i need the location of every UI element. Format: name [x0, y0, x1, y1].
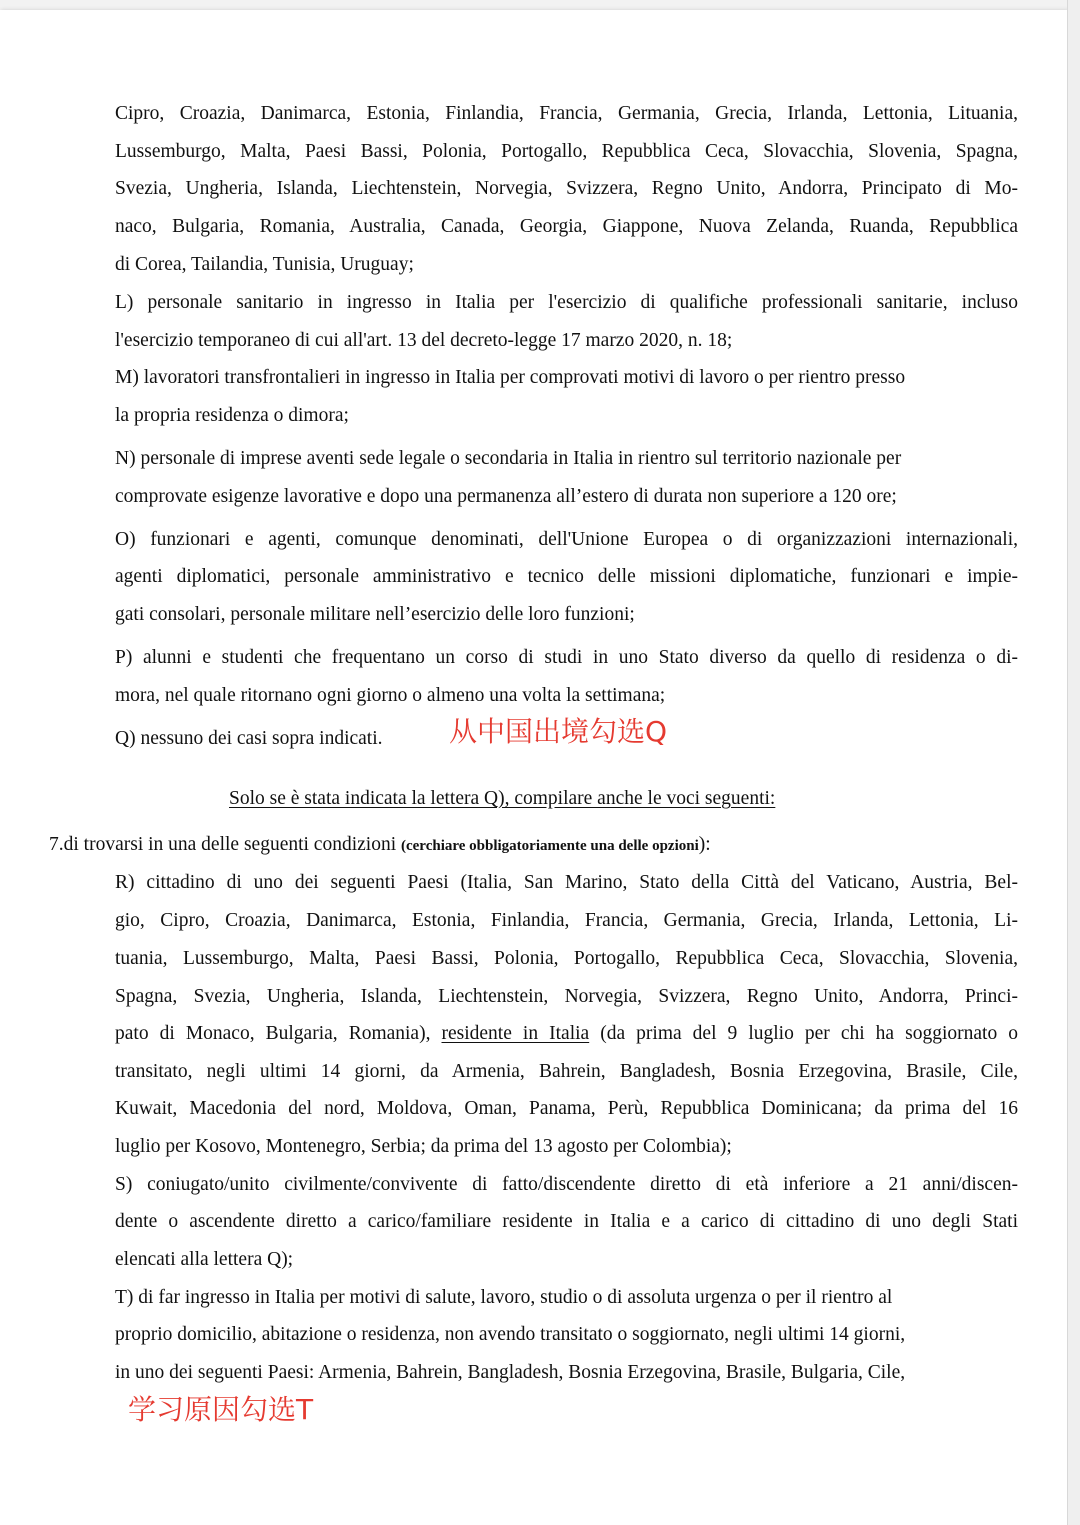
- text-line: l'esercizio temporaneo di cui all'art. 13 del decreto-legge 17 marzo 2020, n. 18;: [115, 330, 733, 351]
- option-l: L) personale sanitario in ingresso in Italia per l'esercizio di qualifiche professionali sanitarie, incluso: [115, 292, 1018, 313]
- page-edge: [1067, 0, 1080, 1525]
- text-line: elencati alla lettera Q);: [115, 1249, 294, 1270]
- option-p: P) alunni e studenti che frequentano un corso di studi in uno Stato diverso da quello di residenza o di-: [115, 647, 1018, 668]
- option-q: Q) nessuno dei casi sopra indicati.: [115, 728, 383, 749]
- option-t: T) di far ingresso in Italia per motivi di salute, lavoro, studio o di assoluta urgenza o per il rientro al: [115, 1287, 893, 1308]
- annotation-q-note: 从中国出境勾选Q: [449, 715, 668, 748]
- text-segment: pato di Monaco, Bulgaria, Romania),: [115, 1023, 442, 1044]
- text-line: tuania, Lussemburgo, Malta, Paesi Bassi, Polonia, Portogallo, Repubblica Ceca, Slovacchia, Slovenia,: [115, 948, 1018, 969]
- text-line: Svezia, Ungheria, Islanda, Liechtenstein, Norvegia, Svizzera, Regno Unito, Andorra, Principato di Mo-: [115, 178, 1018, 199]
- text-line: gati consolari, personale militare nell’esercizio delle loro funzioni;: [115, 604, 635, 625]
- option-m: M) lavoratori transfrontalieri in ingresso in Italia per comprovati motivi di lavoro o per rientro presso: [115, 367, 906, 388]
- option-s: S) coniugato/unito civilmente/convivente di fatto/discendente diretto di età inferiore a 21 anni/discen-: [115, 1174, 1018, 1195]
- text-line: Spagna, Svezia, Ungheria, Islanda, Liechtenstein, Norvegia, Svizzera, Regno Unito, Andorra, Princi-: [115, 986, 1018, 1007]
- residente-in-italia: residente in Italia: [441, 1023, 590, 1044]
- option-r: R) cittadino di uno dei seguenti Paesi (Italia, San Marino, Stato della Città del Vaticano, Austria, Bel-: [115, 872, 1018, 893]
- text-line: Cipro, Croazia, Danimarca, Estonia, Finlandia, Francia, Germania, Grecia, Irlanda, Lettonia, Lituania,: [115, 103, 1018, 124]
- item-7-prefix: 7.di trovarsi in una delle seguenti condizioni: [49, 834, 401, 855]
- option-n: N) personale di imprese aventi sede legale o secondaria in Italia in rientro sul territorio nazionale per: [115, 448, 902, 469]
- text-line: la propria residenza o dimora;: [115, 405, 349, 426]
- text-line: Kuwait, Macedonia del nord, Moldova, Oman, Panama, Perù, Repubblica Dominicana; da prima del 16: [115, 1098, 1018, 1119]
- text-line: naco, Bulgaria, Romania, Australia, Canada, Georgia, Giappone, Nuova Zelanda, Ruanda, Repubblica: [115, 216, 1018, 237]
- text-line: agenti diplomatici, personale amministrativo e tecnico delle missioni diplomatiche, funzionari e impie-: [115, 566, 1018, 587]
- item-7-instruction: (cerchiare obbligatoriamente una delle opzioni: [401, 838, 699, 854]
- text-line: Lussemburgo, Malta, Paesi Bassi, Polonia, Portogallo, Repubblica Ceca, Slovacchia, Slovenia, Spagna,: [115, 141, 1018, 162]
- text-line: comprovate esigenze lavorative e dopo una permanenza all’estero di durata non superiore a 120 ore;: [115, 486, 897, 507]
- text-line: mora, nel quale ritornano ogni giorno o almeno una volta la settimana;: [115, 685, 666, 706]
- text-line: di Corea, Tailandia, Tunisia, Uruguay;: [115, 254, 414, 275]
- text-line: in uno dei seguenti Paesi: Armenia, Bahrein, Bangladesh, Bosnia Erzegovina, Brasile, Bulgaria, Cile,: [115, 1362, 906, 1383]
- text-line: transitato, negli ultimi 14 giorni, da Armenia, Bahrein, Bangladesh, Bosnia Erzegovina, Brasile, Cile,: [115, 1061, 1018, 1082]
- document-page: [0, 10, 1068, 1525]
- item-7-suffix: ):: [698, 834, 711, 855]
- text-line: [115, 1022, 1018, 1046]
- text-line: luglio per Kosovo, Montenegro, Serbia; da prima del 13 agosto per Colombia);: [115, 1136, 732, 1157]
- text-line: gio, Cipro, Croazia, Danimarca, Estonia, Finlandia, Francia, Germania, Grecia, Irlanda, Lettonia, Li-: [115, 910, 1018, 931]
- text-line: dente o ascendente diretto a carico/familiare residente in Italia e a carico di cittadino di uno degli Stati: [115, 1211, 1018, 1232]
- item-7: [49, 833, 711, 858]
- section-heading: Solo se è stata indicata la lettera Q), compilare anche le voci seguenti:: [229, 788, 776, 809]
- annotation-t-note: 学习原因勾选T: [128, 1393, 314, 1426]
- text-segment: (da prima del 9 luglio per chi ha soggiornato o: [589, 1023, 1018, 1044]
- text-line: proprio domicilio, abitazione o residenza, non avendo transitato o soggiornato, negli ultimi 14 giorni,: [115, 1324, 906, 1345]
- option-o: O) funzionari e agenti, comunque denominati, dell'Unione Europea o di organizzazioni internazionali,: [115, 529, 1018, 550]
